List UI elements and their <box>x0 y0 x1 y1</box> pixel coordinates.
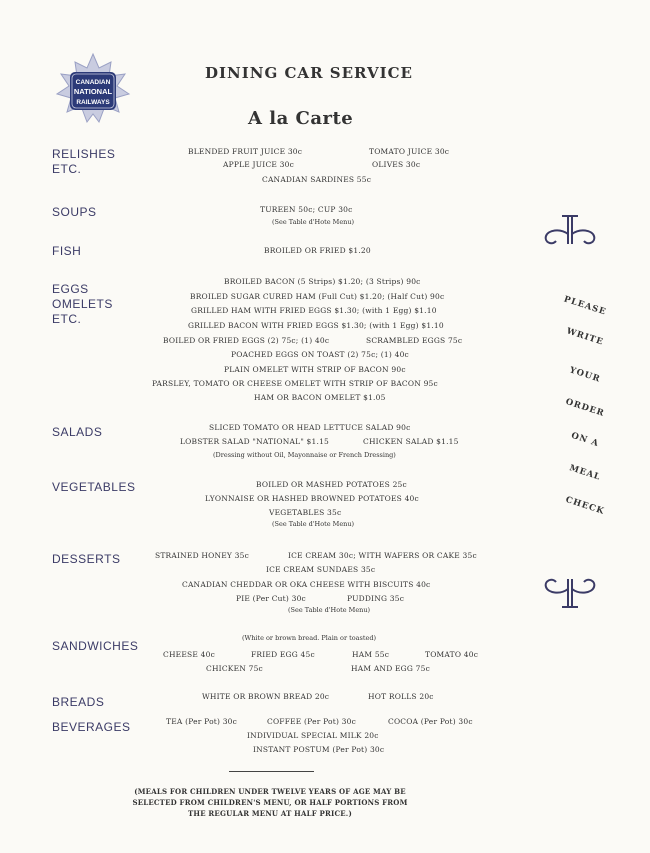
menu-item: TOMATO 40c <box>425 650 479 659</box>
menu-item: HAM 55c <box>352 650 390 659</box>
footer-line: THE REGULAR MENU AT HALF PRICE.) <box>188 809 352 818</box>
footer-note <box>0 786 540 819</box>
section-label: OMELETS <box>52 297 113 311</box>
menu-item: INDIVIDUAL SPECIAL MILK 20c <box>247 731 379 740</box>
menu-item: LYONNAISE OR HASHED BROWNED POTATOES 40c <box>205 494 419 503</box>
section-relishes <box>52 147 115 177</box>
logo-text-2: NATIONAL <box>73 87 113 96</box>
section-soups: SOUPS <box>52 205 97 219</box>
menu-item: CHEESE 40c <box>163 650 215 659</box>
menu-item: POACHED EGGS ON TOAST (2) 75c; (1) 40c <box>231 350 409 359</box>
menu-item: CANADIAN CHEDDAR OR OKA CHEESE WITH BISCUITS 40c <box>182 580 431 589</box>
menu-item: CHICKEN SALAD $1.15 <box>363 437 459 446</box>
menu-item: BLENDED FRUIT JUICE 30c <box>188 147 303 156</box>
menu-item: SLICED TOMATO OR HEAD LETTUCE SALAD 90c <box>209 423 411 432</box>
menu-item: BROILED SUGAR CURED HAM (Full Cut) $1.20; (Half Cut) 90c <box>190 292 445 301</box>
logo-text-3: RAILWAYS <box>76 99 110 106</box>
menu-item: ICE CREAM 30c; WITH WAFERS OR CAKE 35c <box>288 551 477 560</box>
section-label: RELISHES <box>52 147 116 161</box>
footer-line: SELECTED FROM CHILDREN'S MENU, OR HALF PORTIONS FROM <box>132 798 408 807</box>
menu-note: (See Table d'Hote Menu) <box>272 218 355 226</box>
cnr-logo <box>55 52 131 128</box>
menu-item: OLIVES 30c <box>372 160 421 169</box>
menu-item: HOT ROLLS 20c <box>368 692 434 701</box>
menu-item: SCRAMBLED EGGS 75c <box>366 336 463 345</box>
menu-item: LOBSTER SALAD "NATIONAL" $1.15 <box>180 437 330 446</box>
menu-item: STRAINED HONEY 35c <box>155 551 250 560</box>
menu-item: COFFEE (Per Pot) 30c <box>267 717 356 726</box>
menu-item: BOILED OR FRIED EGGS (2) 75c; (1) 40c <box>163 336 330 345</box>
menu-item: VEGETABLES 35c <box>269 508 342 517</box>
menu-item: INSTANT POSTUM (Per Pot) 30c <box>253 745 385 754</box>
menu-item: COCOA (Per Pot) 30c <box>388 717 473 726</box>
menu-item: WHITE OR BROWN BREAD 20c <box>202 692 330 701</box>
menu-note: (White or brown bread. Plain or toasted) <box>242 634 377 642</box>
footer-line: (MEALS FOR CHILDREN UNDER TWELVE YEARS OF AGE MAY BE <box>134 787 406 796</box>
menu-item: TEA (Per Pot) 30c <box>166 717 238 726</box>
menu-title: DINING CAR SERVICE <box>205 64 413 82</box>
bottom-ornament-icon <box>538 575 602 609</box>
section-fish: FISH <box>52 244 82 258</box>
menu-item: PIE (Per Cut) 30c <box>236 594 306 603</box>
menu-item: CANADIAN SARDINES 55c <box>262 175 372 184</box>
menu-item: BROILED BACON (5 Strips) $1.20; (3 Strips) 90c <box>224 277 421 286</box>
menu-item: BOILED OR MASHED POTATOES 25c <box>256 480 407 489</box>
section-salads: SALADS <box>52 425 103 439</box>
section-vegetables: VEGETABLES <box>52 480 136 494</box>
menu-item: APPLE JUICE 30c <box>223 160 294 169</box>
menu-item: PARSLEY, TOMATO OR CHEESE OMELET WITH STRIP OF BACON 95c <box>152 379 438 388</box>
divider <box>229 771 314 772</box>
section-desserts: DESSERTS <box>52 552 121 566</box>
section-beverages: BEVERAGES <box>52 720 131 734</box>
menu-note: (Dressing without Oil, Mayonnaise or French Dressing) <box>213 451 396 459</box>
menu-item: HAM AND EGG 75c <box>351 664 430 673</box>
menu-item: ICE CREAM SUNDAES 35c <box>266 565 376 574</box>
logo-text-1: CANADIAN <box>75 79 111 86</box>
menu-item: HAM OR BACON OMELET $1.05 <box>254 393 386 402</box>
section-label: ETC. <box>52 162 82 176</box>
menu-note: (See Table d'Hote Menu) <box>272 520 355 528</box>
side-note-word: YOUR <box>568 365 602 385</box>
menu-note: (See Table d'Hote Menu) <box>288 606 371 614</box>
section-label: ETC. <box>52 312 82 326</box>
side-note-word: WRITE <box>565 326 605 348</box>
side-note-word: CHECK <box>564 494 606 518</box>
side-note-word: ORDER <box>564 397 606 419</box>
section-label: EGGS <box>52 282 89 296</box>
side-note-word: ON A <box>569 430 601 450</box>
top-ornament-icon <box>538 214 602 248</box>
menu-item: GRILLED HAM WITH FRIED EGGS $1.30; (with 1 Egg) $1.10 <box>191 306 437 315</box>
menu-item: PLAIN OMELET WITH STRIP OF BACON 90c <box>224 365 406 374</box>
menu-item: GRILLED BACON WITH FRIED EGGS $1.30; (with 1 Egg) $1.10 <box>188 321 444 330</box>
section-sandwiches: SANDWICHES <box>52 639 139 653</box>
menu-item: CHICKEN 75c <box>206 664 263 673</box>
side-note-word: MEAL <box>568 463 602 483</box>
menu-item: TUREEN 50c; CUP 30c <box>260 205 353 214</box>
section-eggs <box>52 282 113 327</box>
menu-item: PUDDING 35c <box>347 594 405 603</box>
side-note-word: PLEASE <box>562 294 608 318</box>
section-breads: BREADS <box>52 695 105 709</box>
menu-item: BROILED OR FRIED $1.20 <box>264 246 371 255</box>
menu-subtitle: A la Carte <box>248 108 354 129</box>
menu-item: TOMATO JUICE 30c <box>369 147 450 156</box>
menu-item: FRIED EGG 45c <box>251 650 315 659</box>
